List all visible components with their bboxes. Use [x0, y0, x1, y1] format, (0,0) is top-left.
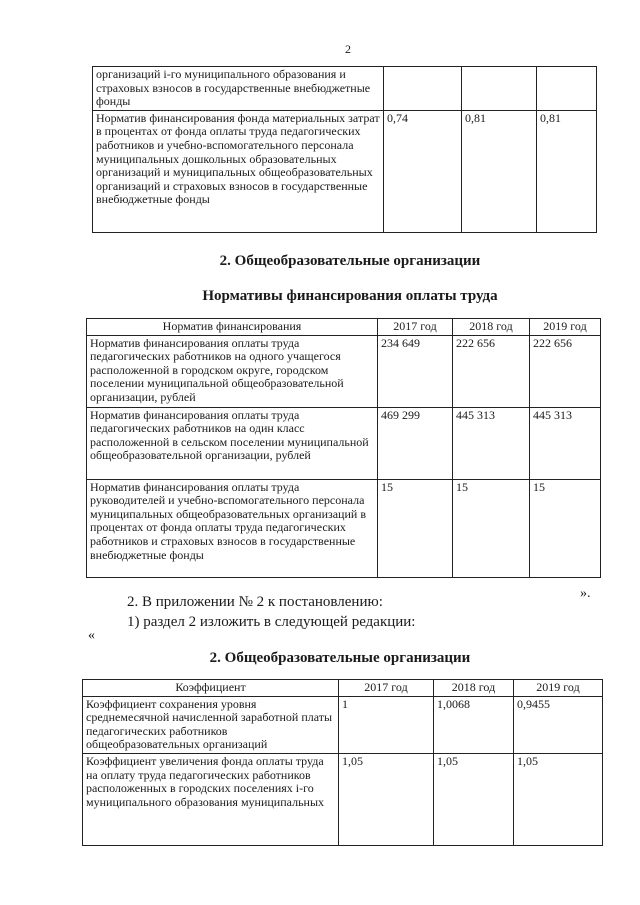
- amendment-paragraph: 2. В приложении № 2 к постановлению:: [127, 594, 383, 610]
- column-header: 2017 год: [378, 319, 453, 336]
- value-2019: [537, 67, 597, 111]
- table-title: Нормативы финансирования оплаты труда: [202, 288, 498, 304]
- column-header: 2018 год: [434, 680, 514, 697]
- table-row: [93, 67, 597, 111]
- value-2017: [384, 67, 462, 111]
- value-2018: 1,0068: [434, 696, 514, 753]
- value-2018: 0,81: [462, 110, 537, 232]
- value-2017: 15: [378, 479, 453, 577]
- value-2017: 0,74: [384, 110, 462, 232]
- amendment-subparagraph: 1) раздел 2 изложить в следующей редакции:: [127, 614, 416, 630]
- value-2018: 15: [453, 479, 530, 577]
- table-row: [93, 110, 597, 232]
- table-coefficients: [82, 679, 603, 846]
- value-2019: 0,9455: [514, 696, 603, 753]
- value-2018: 222 656: [453, 335, 530, 407]
- column-header: 2019 год: [514, 680, 603, 697]
- value-2017: 234 649: [378, 335, 453, 407]
- row-label: организаций i-го муниципального образования и страховых взносов в государственные внебюджетные фонды: [93, 67, 384, 111]
- column-header: Норматив финансирования: [87, 319, 378, 336]
- table-row: [87, 479, 601, 577]
- row-label: Коэффициент увеличения фонда оплаты труда на оплату труда педагогических работников расположенных в городских поселениях i-го муниципального образования муниципальных: [83, 753, 339, 845]
- value-2017: 1,05: [339, 753, 434, 845]
- row-label: Норматив финансирования фонда материальных затрат в процентах от фонда оплаты труда педагогических работников и учебно-вспомогательного персонала муниципальных дошкольных образовательных организаций и муниципальных общеобразовательных организаций и страховых взносов в государственные внебюджетные фонды: [93, 110, 384, 232]
- closing-quote: ».: [580, 586, 591, 601]
- column-header: 2019 год: [530, 319, 601, 336]
- value-2018: 445 313: [453, 407, 530, 479]
- value-2017: 469 299: [378, 407, 453, 479]
- column-header: 2017 год: [339, 680, 434, 697]
- row-label: Норматив финансирования оплаты труда педагогических работников на одного учащегося расположенной в городском округе, городском поселении муниципальной общеобразовательной организации, рублей: [87, 335, 378, 407]
- table-row: [83, 753, 603, 845]
- value-2019: 0,81: [537, 110, 597, 232]
- value-2019: 15: [530, 479, 601, 577]
- table-material-costs: [92, 66, 597, 233]
- value-2019: 1,05: [514, 753, 603, 845]
- table-row: [87, 335, 601, 407]
- page-number: 2: [345, 42, 351, 56]
- section-heading: 2. Общеобразовательные организации: [219, 253, 481, 269]
- column-header: 2018 год: [453, 319, 530, 336]
- row-label: Коэффициент сохранения уровня среднемесячной начисленной заработной платы педагогических работников общеобразовательных организаций: [83, 696, 339, 753]
- row-label: Норматив финансирования оплаты труда педагогических работников на один класс расположенной в сельском поселении муниципальной общеобразовательной организации, рублей: [87, 407, 378, 479]
- value-2018: [462, 67, 537, 111]
- table-row: [87, 407, 601, 479]
- table-header-row: [87, 319, 601, 336]
- value-2019: 445 313: [530, 407, 601, 479]
- opening-quote: «: [88, 628, 95, 643]
- value-2019: 222 656: [530, 335, 601, 407]
- table-wage-standards: [86, 318, 601, 578]
- table-header-row: [83, 680, 603, 697]
- column-header: Коэффициент: [83, 680, 339, 697]
- section-heading: 2. Общеобразовательные организации: [209, 650, 471, 666]
- value-2018: 1,05: [434, 753, 514, 845]
- table-row: [83, 696, 603, 753]
- value-2017: 1: [339, 696, 434, 753]
- row-label: Норматив финансирования оплаты труда руководителей и учебно-вспомогательного персонала муниципальных общеобразовательных организаций в процентах от фонда оплаты труда педагогических работников и страховых взносов в государственные внебюджетные фонды: [87, 479, 378, 577]
